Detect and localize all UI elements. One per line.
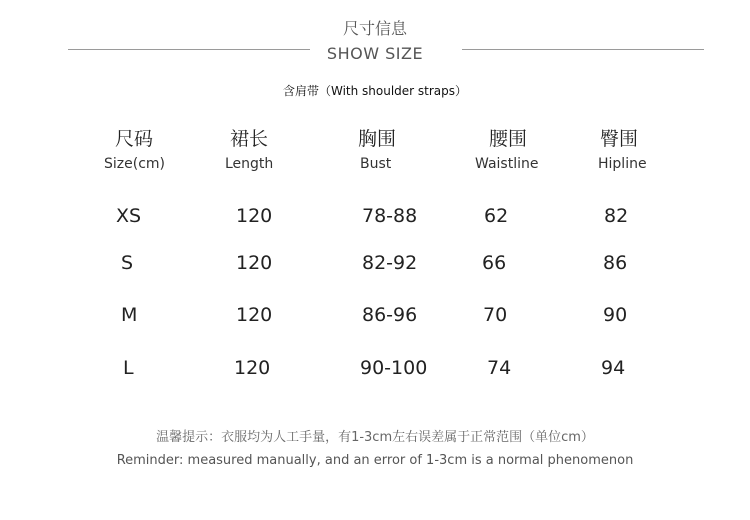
header-waist-en: Waistline [475,156,539,172]
title-row [0,44,750,70]
row-l-waist: 74 [487,357,512,379]
shoulder-strap-note: 含肩带（With shoulder straps） [282,84,468,98]
row-xs-waist: 62 [484,205,509,227]
right-divider [462,49,704,50]
row-m-bust: 86-96 [362,304,418,326]
header-bust-cn: 胸围 [358,128,397,150]
reminder-english: Reminder: measured manually, and an error of 1-3cm is a normal phenomenon [116,453,634,468]
row-s-length: 120 [236,252,273,274]
title-chinese: 尺寸信息 [342,19,407,38]
row-xs-length: 120 [236,205,273,227]
header-length-cn: 裙长 [230,128,269,150]
header-size-en: Size(cm) [104,156,165,172]
row-l-hip: 94 [601,357,626,379]
row-xs-hip: 82 [604,205,629,227]
header-length-en: Length [225,156,274,172]
row-l-size: L [123,357,134,379]
title-english: SHOW SIZE [326,44,424,63]
row-m-length: 120 [236,304,273,326]
header-hip-en: Hipline [598,156,647,172]
row-s-waist: 66 [482,252,507,274]
reminder-chinese: 温馨提示：衣服均为人工手量，有1-3cm左右误差属于正常范围（单位cm） [156,430,594,445]
header-waist-cn: 腰围 [489,128,528,150]
header-size-cn: 尺码 [115,128,154,150]
row-s-bust: 82-92 [362,252,418,274]
row-m-size: M [121,304,138,326]
row-xs-size: XS [116,205,142,227]
header-hip-cn: 臀围 [600,128,639,150]
row-m-hip: 90 [603,304,628,326]
row-m-waist: 70 [483,304,508,326]
header-bust-en: Bust [360,156,392,172]
row-l-length: 120 [234,357,271,379]
row-l-bust: 90-100 [360,357,428,379]
row-s-size: S [121,252,134,274]
row-s-hip: 86 [603,252,628,274]
row-xs-bust: 78-88 [362,205,418,227]
